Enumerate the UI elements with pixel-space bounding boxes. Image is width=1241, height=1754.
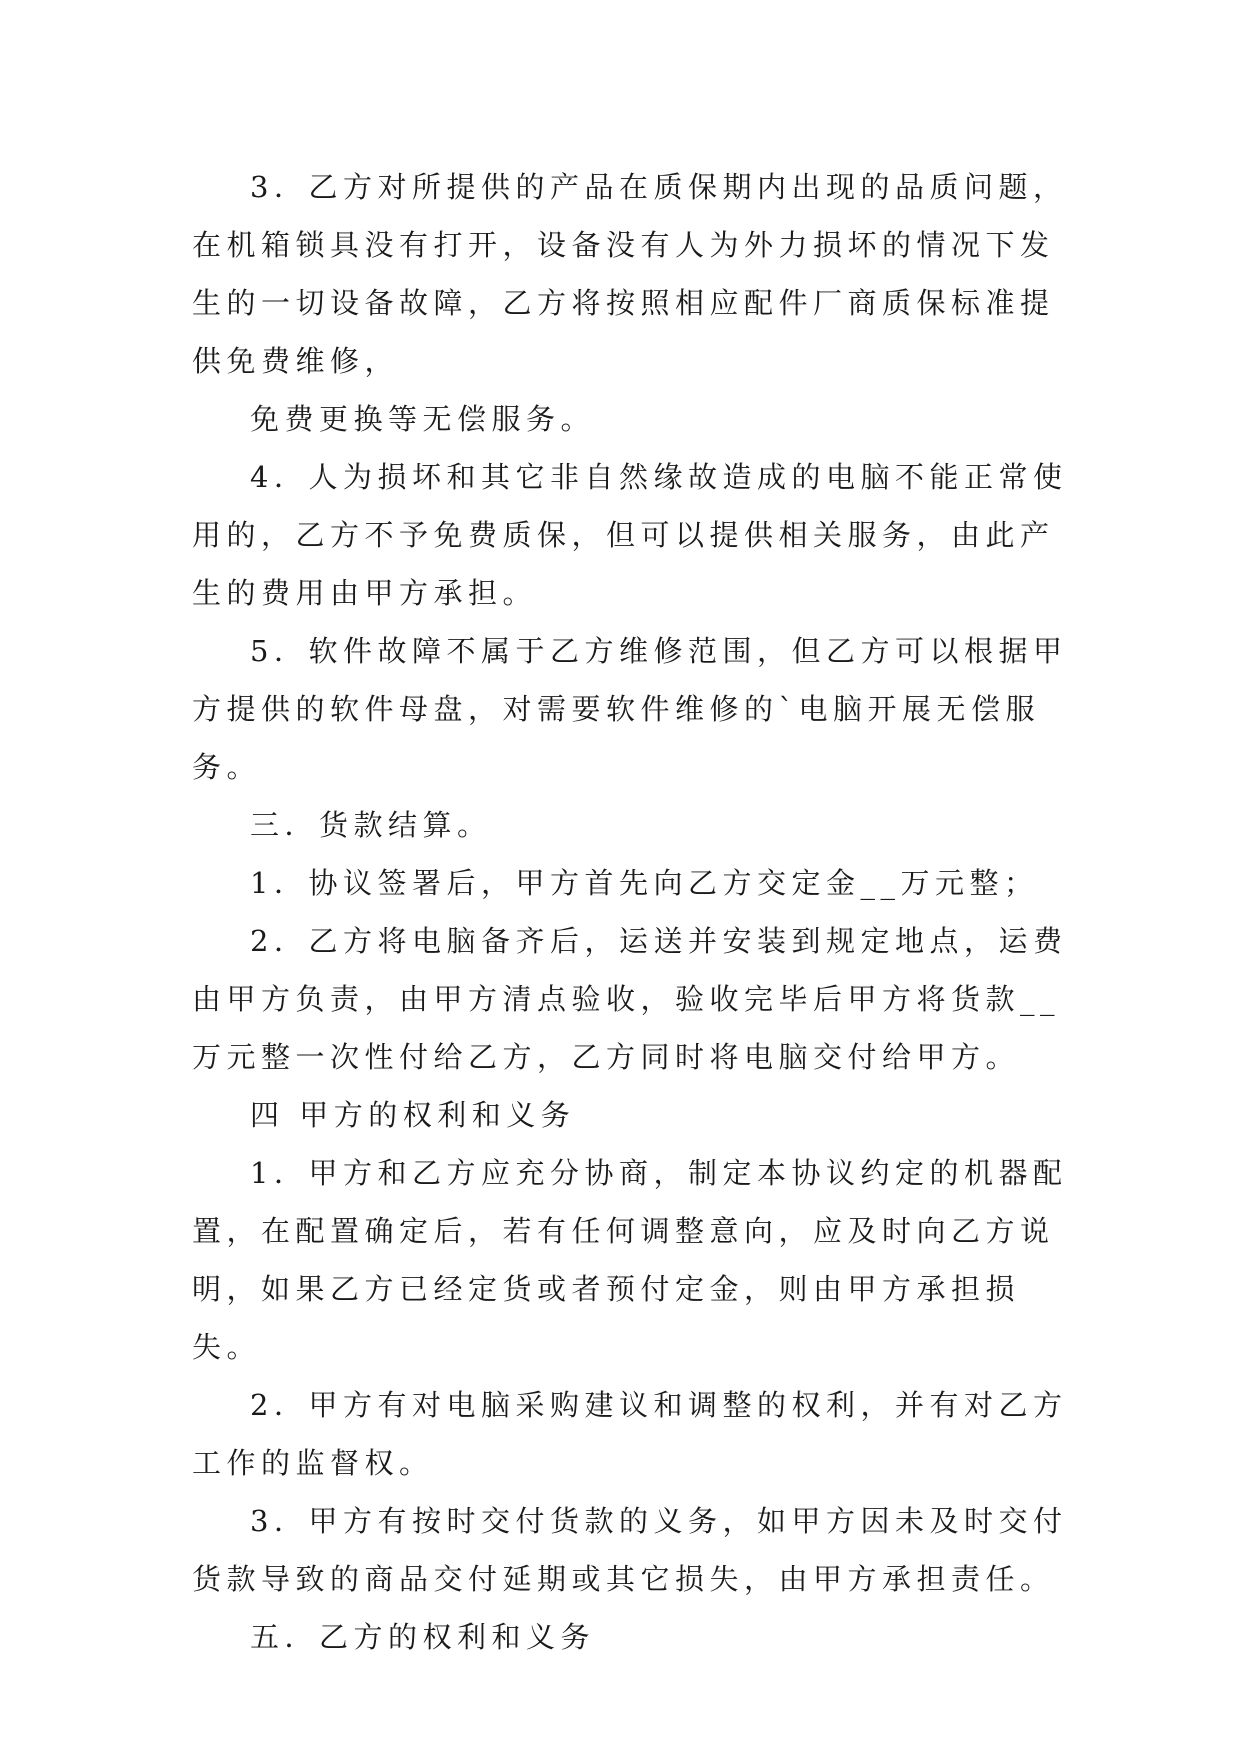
paragraph-free-replacement: 免费更换等无偿服务。 (250, 402, 596, 436)
paragraph-delivery-payment: 2．乙方将电脑备齐后，运送并安装到规定地点，运费由甲方负责，由甲方清点验收，验收完毕后甲方将货款__万元整一次性付给乙方，乙方同时将电脑交付给甲方。 (192, 924, 1068, 1074)
paragraph-deposit: 1．协议签署后，甲方首先向乙方交定金__万元整； (250, 866, 1039, 900)
paragraph-payment-duty: 3．甲方有按时交付货款的义务，如甲方因未及时交付货款导致的商品交付延期或其它损失，由甲方承担责任。 (192, 1504, 1068, 1596)
section-heading-payment: 三．货款结算。 (250, 808, 492, 842)
paragraph-supervision: 2．甲方有对电脑采购建议和调整的权利，并有对乙方工作的监督权。 (192, 1388, 1068, 1480)
paragraph-human-damage: 4．人为损坏和其它非自然缘故造成的电脑不能正常使用的，乙方不予免费质保，但可以提供相关服务，由此产生的费用由甲方承担。 (192, 460, 1068, 610)
section-heading-party-b: 五．乙方的权利和义务 (250, 1620, 596, 1654)
paragraph-software-fault: 5．软件故障不属于乙方维修范围，但乙方可以根据甲方提供的软件母盘，对需要软件维修的`电脑开展无偿服务。 (192, 634, 1068, 784)
paragraph-quality-warranty: 3．乙方对所提供的产品在质保期内出现的品质问题，在机箱锁具没有打开，设备没有人为外力损坏的情况下发生的一切设备故障，乙方将按照相应配件厂商质保标准提供免费维修， (192, 170, 1068, 378)
paragraph-configuration: 1．甲方和乙方应充分协商，制定本协议约定的机器配置，在配置确定后，若有任何调整意向，应及时向乙方说明，如果乙方已经定货或者预付定金，则由甲方承担损失。 (192, 1156, 1068, 1364)
section-heading-party-a: 四 甲方的权利和义务 (250, 1098, 576, 1132)
document-body (192, 158, 1072, 1666)
